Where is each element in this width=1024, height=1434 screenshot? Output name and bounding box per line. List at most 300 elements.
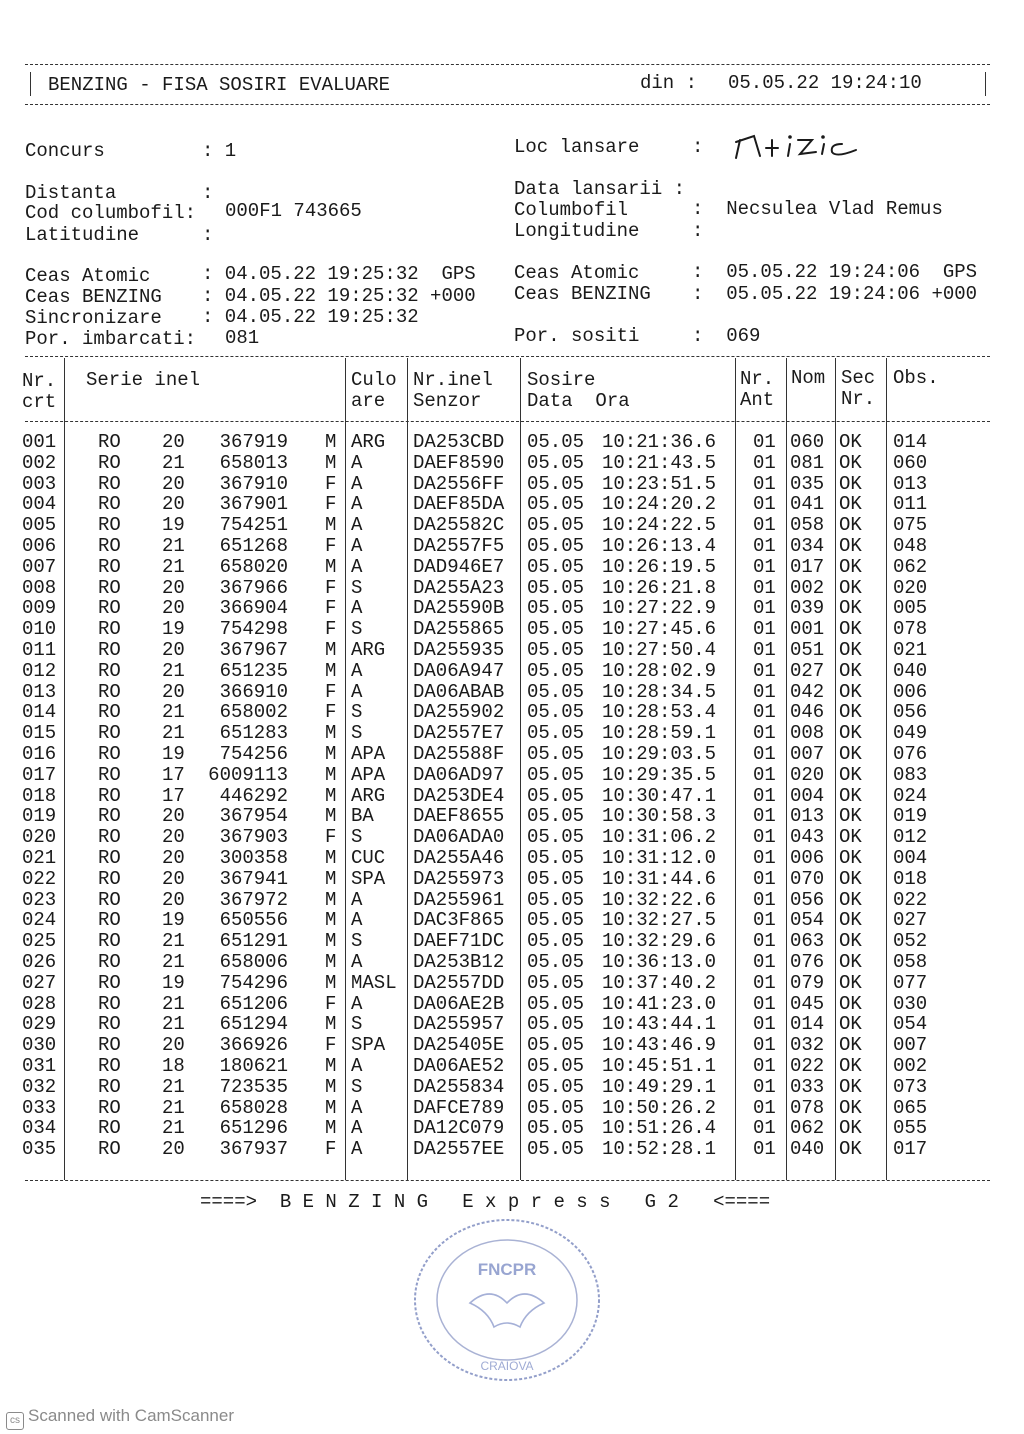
cell-sec: OK: [839, 1034, 862, 1057]
cell-sec: OK: [839, 576, 862, 599]
cell-inel: 658028: [219, 1096, 288, 1119]
cell-sex: M: [325, 909, 337, 932]
cell-nom: 020: [790, 763, 825, 786]
cell-nr: 003: [22, 472, 57, 495]
cell-tara: RO: [98, 535, 121, 557]
cell-senzor: DA25405E: [413, 1034, 505, 1057]
cell-inel: 723535: [219, 1075, 288, 1098]
cell-inel: 658020: [219, 555, 288, 578]
cell-data: 05.05: [527, 1075, 585, 1098]
cell-tara: RO: [98, 971, 121, 994]
cell-culoare: S: [351, 618, 363, 641]
cell-an: 19: [162, 618, 185, 641]
cell-sec: OK: [839, 431, 862, 453]
table-row: [0, 744, 1024, 765]
cell-obs: 077: [893, 971, 928, 994]
cell-sec: OK: [839, 992, 862, 1015]
cell-nr: 014: [22, 701, 57, 724]
loc-lansare-sep: :: [692, 136, 704, 158]
cell-culoare: A: [351, 680, 363, 703]
table-row: [0, 1077, 1024, 1098]
col-header-nom: Nom: [791, 367, 826, 389]
cell-obs: 020: [893, 576, 928, 599]
latitudine-label: Latitudine: [25, 224, 140, 246]
cell-ant: 01: [753, 1138, 776, 1161]
cell-nr: 033: [22, 1096, 57, 1119]
cell-inel: 366910: [219, 680, 288, 703]
cell-culoare: SPA: [351, 867, 386, 890]
cell-nr: 002: [22, 451, 57, 474]
ceas-benzing-start-label: Ceas BENZING: [25, 286, 162, 308]
cell-data: 05.05: [527, 1096, 585, 1119]
header-right-border: [985, 72, 986, 96]
cell-tara: RO: [98, 951, 121, 973]
cell-an: 20: [162, 888, 185, 911]
cell-data: 05.05: [527, 722, 585, 745]
cell-nr: 011: [22, 639, 57, 661]
cell-obs: 049: [893, 722, 928, 745]
cell-data: 05.05: [527, 1117, 585, 1140]
cell-sex: F: [325, 493, 337, 516]
cell-ant: 01: [753, 951, 776, 973]
cell-sec: OK: [839, 888, 862, 911]
cell-data: 05.05: [527, 597, 585, 620]
cell-nom: 054: [790, 909, 825, 932]
cell-ant: 01: [753, 847, 776, 869]
cell-ora: 10:52:28.1: [602, 1138, 717, 1161]
cell-inel: 180621: [219, 1055, 288, 1077]
cell-inel: 651291: [219, 930, 288, 953]
cell-nom: 081: [790, 451, 825, 474]
cell-senzor: DAEF85DA: [413, 493, 505, 516]
cell-tara: RO: [98, 1096, 121, 1119]
cell-an: 21: [162, 535, 185, 557]
cell-ora: 10:27:45.6: [602, 618, 717, 641]
cell-data: 05.05: [527, 867, 585, 890]
cell-culoare: MASL: [351, 971, 397, 994]
cell-ora: 10:28:59.1: [602, 722, 717, 745]
table-row: [0, 910, 1024, 931]
cell-nom: 046: [790, 701, 825, 724]
cell-ora: 10:28:53.4: [602, 701, 717, 724]
cell-senzor: DA255865: [413, 618, 505, 641]
cell-tara: RO: [98, 472, 121, 495]
cell-culoare: A: [351, 951, 363, 973]
cell-nr: 032: [22, 1075, 57, 1098]
cell-nr: 031: [22, 1055, 57, 1077]
cell-nom: 017: [790, 555, 825, 578]
cell-inel: 651296: [219, 1117, 288, 1140]
cell-obs: 062: [893, 555, 928, 578]
table-row: [0, 557, 1024, 578]
col-header-sec-2: Nr.: [841, 388, 876, 410]
cell-culoare: APA: [351, 743, 386, 765]
cell-nr: 016: [22, 743, 57, 765]
cell-sec: OK: [839, 763, 862, 786]
cell-sex: F: [325, 1034, 337, 1057]
cell-tara: RO: [98, 576, 121, 599]
cell-ant: 01: [753, 722, 776, 745]
cell-ora: 10:41:23.0: [602, 992, 717, 1015]
cell-sex: M: [325, 888, 337, 911]
cell-ant: 01: [753, 784, 776, 807]
cell-ant: 01: [753, 867, 776, 890]
cell-sec: OK: [839, 971, 862, 994]
cell-nr: 028: [22, 992, 57, 1015]
col-header-sec-1: Sec: [841, 367, 876, 389]
cell-sec: OK: [839, 680, 862, 703]
cell-sec: OK: [839, 639, 862, 661]
cell-sex: M: [325, 930, 337, 953]
ceas-atomic-start-label: Ceas Atomic: [25, 265, 151, 287]
cell-senzor: DA255957: [413, 1013, 505, 1036]
cell-culoare: S: [351, 722, 363, 745]
table-row: [0, 432, 1024, 453]
cell-sec: OK: [839, 659, 862, 682]
table-row: [0, 994, 1024, 1015]
cell-nr: 022: [22, 867, 57, 890]
cell-an: 20: [162, 867, 185, 890]
cell-ora: 10:32:22.6: [602, 888, 717, 911]
cell-data: 05.05: [527, 535, 585, 557]
cell-sec: OK: [839, 784, 862, 807]
cell-sex: M: [325, 639, 337, 661]
cell-nom: 041: [790, 493, 825, 516]
por-sositi-value: : 069: [692, 325, 761, 347]
cell-sex: F: [325, 826, 337, 849]
cell-tara: RO: [98, 1117, 121, 1140]
table-row: [0, 578, 1024, 599]
cell-inel: 367954: [219, 805, 288, 828]
cell-ora: 10:26:13.4: [602, 535, 717, 557]
cell-ant: 01: [753, 431, 776, 453]
cell-culoare: A: [351, 472, 363, 495]
cell-obs: 024: [893, 784, 928, 807]
cell-nom: 034: [790, 535, 825, 557]
table-row: [0, 1056, 1024, 1077]
cell-sex: M: [325, 451, 337, 474]
cell-tara: RO: [98, 888, 121, 911]
cell-nom: 004: [790, 784, 825, 807]
cell-ora: 10:21:43.5: [602, 451, 717, 474]
cell-sec: OK: [839, 826, 862, 849]
cell-inel: 367972: [219, 888, 288, 911]
cell-obs: 004: [893, 847, 928, 869]
cell-nr: 012: [22, 659, 57, 682]
cell-sec: OK: [839, 555, 862, 578]
loc-lansare-label: Loc lansare: [514, 136, 640, 158]
cell-inel: 446292: [219, 784, 288, 807]
table-bottom-rule: [25, 1180, 990, 1181]
cell-culoare: SPA: [351, 1034, 386, 1057]
cell-culoare: A: [351, 535, 363, 557]
cell-senzor: DAEF8590: [413, 451, 505, 474]
cell-tara: RO: [98, 805, 121, 828]
cell-inel: 754256: [219, 743, 288, 765]
report-title: BENZING - FISA SOSIRI EVALUARE: [48, 74, 391, 96]
cell-sex: F: [325, 1138, 337, 1161]
cell-nom: 001: [790, 618, 825, 641]
cell-nom: 058: [790, 514, 825, 537]
cell-an: 21: [162, 992, 185, 1015]
cell-sex: M: [325, 431, 337, 453]
cell-obs: 014: [893, 431, 928, 453]
concurs-value: : 1: [202, 140, 237, 162]
cell-sex: M: [325, 1096, 337, 1119]
sincronizare-value: : 04.05.22 19:25:32: [202, 306, 419, 328]
cell-an: 21: [162, 1013, 185, 1036]
cell-sex: M: [325, 847, 337, 869]
concurs-label: Concurs: [25, 140, 105, 162]
col-header-obs: Obs.: [893, 367, 939, 389]
cell-an: 20: [162, 597, 185, 620]
cell-nom: 040: [790, 1138, 825, 1161]
svg-text:CRAIOVA: CRAIOVA: [480, 1359, 534, 1373]
cell-an: 17: [162, 763, 185, 786]
cell-ora: 10:26:19.5: [602, 555, 717, 578]
cell-an: 20: [162, 576, 185, 599]
cell-inel: 754251: [219, 514, 288, 537]
cell-ant: 01: [753, 1055, 776, 1077]
cell-nom: 042: [790, 680, 825, 703]
cell-ant: 01: [753, 1013, 776, 1036]
cell-sex: M: [325, 1117, 337, 1140]
longitudine-sep: :: [692, 220, 704, 242]
cell-senzor: DA255935: [413, 639, 505, 661]
cell-inel: 754296: [219, 971, 288, 994]
cell-senzor: DA255973: [413, 867, 505, 890]
cell-nr: 010: [22, 618, 57, 641]
cell-nr: 019: [22, 805, 57, 828]
cell-nr: 015: [22, 722, 57, 745]
cell-ora: 10:51:26.4: [602, 1117, 717, 1140]
cell-sex: M: [325, 659, 337, 682]
cell-obs: 073: [893, 1075, 928, 1098]
cell-nom: 033: [790, 1075, 825, 1098]
cell-ora: 10:27:22.9: [602, 597, 717, 620]
cell-sex: F: [325, 472, 337, 495]
cell-inel: 658002: [219, 701, 288, 724]
cell-nom: 079: [790, 971, 825, 994]
cell-tara: RO: [98, 867, 121, 890]
cell-sex: F: [325, 535, 337, 557]
camscanner-icon: cs: [6, 1412, 24, 1430]
cell-data: 05.05: [527, 451, 585, 474]
cell-obs: 056: [893, 701, 928, 724]
cell-senzor: DA2557EE: [413, 1138, 505, 1161]
table-row: [0, 515, 1024, 536]
cell-an: 21: [162, 951, 185, 973]
cell-data: 05.05: [527, 555, 585, 578]
cell-sex: M: [325, 1075, 337, 1098]
cell-senzor: DA06A947: [413, 659, 505, 682]
latitudine-sep: :: [202, 224, 214, 246]
cell-data: 05.05: [527, 514, 585, 537]
svg-text:FNCPR: FNCPR: [477, 1260, 537, 1279]
cell-ant: 01: [753, 743, 776, 765]
cell-sec: OK: [839, 951, 862, 973]
cell-senzor: DA255902: [413, 701, 505, 724]
table-row: [0, 786, 1024, 807]
cell-ora: 10:45:51.1: [602, 1055, 717, 1077]
cell-sex: M: [325, 971, 337, 994]
table-row: [0, 474, 1024, 495]
cell-data: 05.05: [527, 971, 585, 994]
cell-inel: 300358: [219, 847, 288, 869]
cell-an: 20: [162, 1138, 185, 1161]
table-row: [0, 640, 1024, 661]
cell-sec: OK: [839, 618, 862, 641]
cell-data: 05.05: [527, 826, 585, 849]
cell-sec: OK: [839, 597, 862, 620]
cell-nr: 020: [22, 826, 57, 849]
cell-culoare: A: [351, 1096, 363, 1119]
cell-sec: OK: [839, 1075, 862, 1098]
cell-ant: 01: [753, 493, 776, 516]
cell-sec: OK: [839, 472, 862, 495]
cell-nom: 008: [790, 722, 825, 745]
cell-nr: 008: [22, 576, 57, 599]
cell-ant: 01: [753, 680, 776, 703]
cod-columbofil-value: 000F1 743665: [225, 200, 362, 222]
cell-ant: 01: [753, 763, 776, 786]
cell-culoare: ARG: [351, 784, 386, 807]
cell-data: 05.05: [527, 680, 585, 703]
cell-senzor: DAD946E7: [413, 555, 505, 578]
cell-nr: 001: [22, 431, 57, 453]
cell-senzor: DA255A23: [413, 576, 505, 599]
table-row: [0, 1098, 1024, 1119]
cell-ant: 01: [753, 576, 776, 599]
cell-nom: 043: [790, 826, 825, 849]
cell-ant: 01: [753, 639, 776, 661]
cell-obs: 021: [893, 639, 928, 661]
cell-culoare: A: [351, 555, 363, 578]
fncpr-seal-stamp: [410, 1215, 605, 1385]
cell-culoare: A: [351, 1055, 363, 1077]
cell-senzor: DA255834: [413, 1075, 505, 1098]
cell-ant: 01: [753, 514, 776, 537]
cell-an: 21: [162, 722, 185, 745]
cell-ant: 01: [753, 1075, 776, 1098]
cell-obs: 054: [893, 1013, 928, 1036]
longitudine-label: Longitudine: [514, 220, 640, 242]
cell-sec: OK: [839, 867, 862, 890]
cell-senzor: DAFCE789: [413, 1096, 505, 1119]
cell-inel: 651268: [219, 535, 288, 557]
cell-obs: 006: [893, 680, 928, 703]
ceas-benzing-end-label: Ceas BENZING: [514, 283, 651, 305]
sincronizare-label: Sincronizare: [25, 307, 162, 329]
cell-senzor: DAC3F865: [413, 909, 505, 932]
cell-senzor: DA25582C: [413, 514, 505, 537]
cell-culoare: ARG: [351, 639, 386, 661]
cell-ora: 10:30:47.1: [602, 784, 717, 807]
cell-an: 20: [162, 805, 185, 828]
cell-culoare: A: [351, 514, 363, 537]
cell-sec: OK: [839, 1013, 862, 1036]
cell-ora: 10:31:44.6: [602, 867, 717, 890]
table-row: [0, 1035, 1024, 1056]
cell-tara: RO: [98, 493, 121, 516]
table-row: [0, 890, 1024, 911]
col-header-nr-2: crt: [22, 391, 57, 413]
cell-ora: 10:32:27.5: [602, 909, 717, 932]
cell-ora: 10:24:20.2: [602, 493, 717, 516]
cell-sex: M: [325, 514, 337, 537]
cell-senzor: DA255A46: [413, 847, 505, 869]
cell-nom: 076: [790, 951, 825, 973]
cell-ant: 01: [753, 971, 776, 994]
cell-ant: 01: [753, 472, 776, 495]
cell-sec: OK: [839, 743, 862, 765]
cell-nom: 006: [790, 847, 825, 869]
columbofil-label: Columbofil: [514, 199, 629, 221]
cell-nom: 078: [790, 1096, 825, 1119]
cell-sex: F: [325, 992, 337, 1015]
report-date-label: din :: [640, 72, 698, 94]
cell-sex: M: [325, 722, 337, 745]
cell-ora: 10:43:44.1: [602, 1013, 717, 1036]
cell-data: 05.05: [527, 472, 585, 495]
cell-nom: 022: [790, 1055, 825, 1077]
table-row: [0, 661, 1024, 682]
cell-ora: 10:37:40.2: [602, 971, 717, 994]
cell-inel: 367937: [219, 1138, 288, 1161]
cell-data: 05.05: [527, 930, 585, 953]
cell-senzor: DA253B12: [413, 951, 505, 973]
cell-data: 05.05: [527, 784, 585, 807]
header-left-border: [30, 72, 31, 96]
cell-nr: 018: [22, 784, 57, 807]
cell-nom: 051: [790, 639, 825, 661]
camscanner-watermark: [6, 1406, 234, 1430]
cell-sex: M: [325, 763, 337, 786]
col-header-nr-inel-2: Senzor: [413, 390, 482, 412]
cell-culoare: CUC: [351, 847, 386, 869]
cell-tara: RO: [98, 826, 121, 849]
cell-ant: 01: [753, 597, 776, 620]
cell-nom: 013: [790, 805, 825, 828]
cell-nr: 005: [22, 514, 57, 537]
cell-obs: 076: [893, 743, 928, 765]
cell-an: 18: [162, 1055, 185, 1077]
cell-ora: 10:29:03.5: [602, 743, 717, 765]
cell-nr: 024: [22, 909, 57, 932]
cell-data: 05.05: [527, 1055, 585, 1077]
col-header-sosire-2: Data Ora: [527, 390, 630, 412]
cell-ant: 01: [753, 888, 776, 911]
cell-obs: 005: [893, 597, 928, 620]
cell-obs: 055: [893, 1117, 928, 1140]
cell-culoare: BA: [351, 805, 374, 828]
cell-data: 05.05: [527, 1013, 585, 1036]
cell-nom: 070: [790, 867, 825, 890]
cell-tara: RO: [98, 639, 121, 661]
cell-ora: 10:43:46.9: [602, 1034, 717, 1057]
cell-tara: RO: [98, 1075, 121, 1098]
cell-tara: RO: [98, 1013, 121, 1036]
cell-sec: OK: [839, 514, 862, 537]
cell-sex: M: [325, 867, 337, 890]
cell-obs: 017: [893, 1138, 928, 1161]
table-row: [0, 952, 1024, 973]
cell-inel: 754298: [219, 618, 288, 641]
cell-nr: 021: [22, 847, 57, 869]
cell-nr: 004: [22, 493, 57, 516]
cell-culoare: A: [351, 992, 363, 1015]
cell-data: 05.05: [527, 1034, 585, 1057]
